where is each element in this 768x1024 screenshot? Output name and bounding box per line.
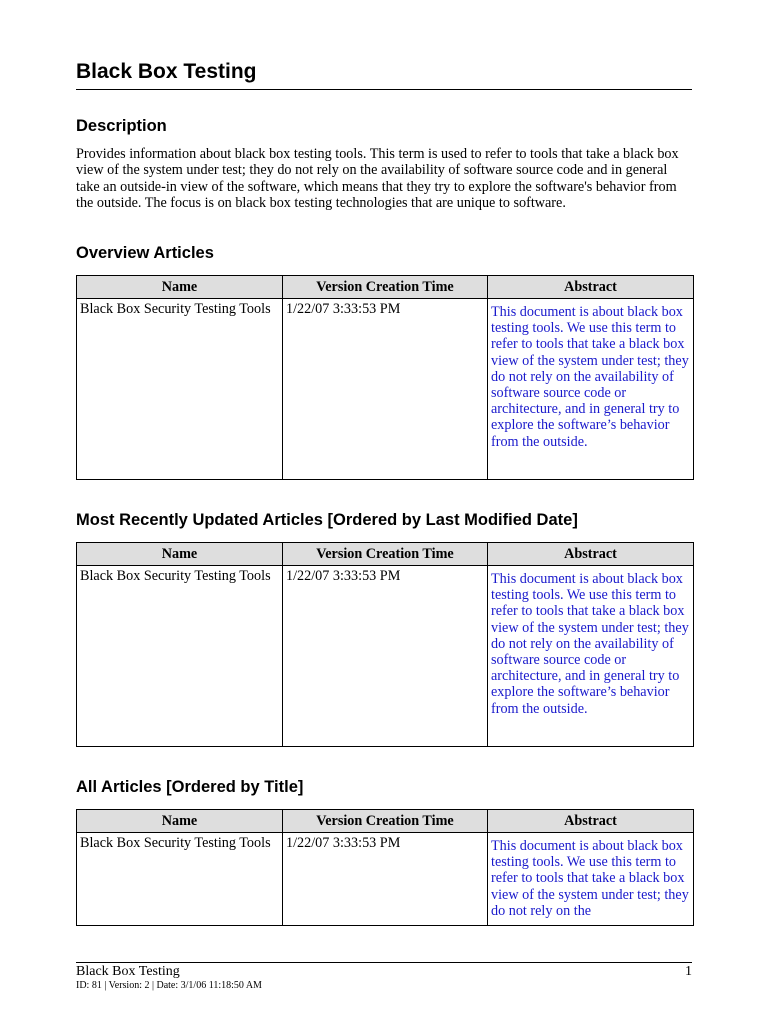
column-header-version-creation-time: Version Creation Time [283, 276, 488, 299]
overview-articles-heading: Overview Articles [76, 244, 214, 262]
table-row [77, 833, 694, 926]
column-header-abstract: Abstract [488, 810, 694, 833]
description-heading: Description [76, 117, 167, 135]
article-name-cell: Black Box Security Testing Tools [77, 566, 283, 747]
footer-divider [76, 962, 692, 963]
table-header-row [77, 276, 694, 299]
table-header-row [77, 543, 694, 566]
page-title: Black Box Testing [76, 58, 692, 90]
column-header-name: Name [77, 543, 283, 566]
column-header-abstract: Abstract [488, 276, 694, 299]
table-row [77, 566, 694, 747]
column-header-name: Name [77, 810, 283, 833]
column-header-name: Name [77, 276, 283, 299]
article-name-cell: Black Box Security Testing Tools [77, 299, 283, 480]
footer-title: Black Box Testing [76, 964, 180, 979]
page-number: 1 [685, 964, 692, 979]
document-metadata: ID: 81 | Version: 2 | Date: 3/1/06 11:18:50 AM [76, 980, 262, 991]
recently-updated-articles-heading: Most Recently Updated Articles [Ordered by Last Modified Date] [76, 511, 578, 529]
all-articles-table [76, 809, 694, 926]
description-text: Provides information about black box testing tools. This term is used to refer to tools that take a black box view of the system under test; they do not rely on the availability of software source code and in general take an outside-in view of the software, which means that they try to explore the software's behavior from the outside. The focus is on black box testing technologies that are unique to software. [76, 146, 679, 212]
article-time-cell: 1/22/07 3:33:53 PM [283, 299, 488, 480]
column-header-version-creation-time: Version Creation Time [283, 543, 488, 566]
article-abstract-cell: This document is about black box testing tools. We use this term to refer to tools that take a black box view of the system under test; they do not rely on the availability of software source code or architecture, and in general try to explore the software’s behavior from the outside. [488, 299, 694, 480]
recently-updated-articles-table [76, 542, 694, 747]
article-name-cell: Black Box Security Testing Tools [77, 833, 283, 926]
article-time-cell: 1/22/07 3:33:53 PM [283, 833, 488, 926]
table-row [77, 299, 694, 480]
all-articles-heading: All Articles [Ordered by Title] [76, 778, 304, 796]
article-time-cell: 1/22/07 3:33:53 PM [283, 566, 488, 747]
overview-articles-table [76, 275, 694, 480]
column-header-abstract: Abstract [488, 543, 694, 566]
column-header-version-creation-time: Version Creation Time [283, 810, 488, 833]
article-abstract-cell: This document is about black box testing tools. We use this term to refer to tools that take a black box view of the system under test; they do not rely on the availability of software source code or architecture, and in general try to explore the software’s behavior from the outside. [488, 566, 694, 747]
table-header-row [77, 810, 694, 833]
article-abstract-cell: This document is about black box testing tools. We use this term to refer to tools that take a black box view of the system under test; they do not rely on the [488, 833, 694, 926]
